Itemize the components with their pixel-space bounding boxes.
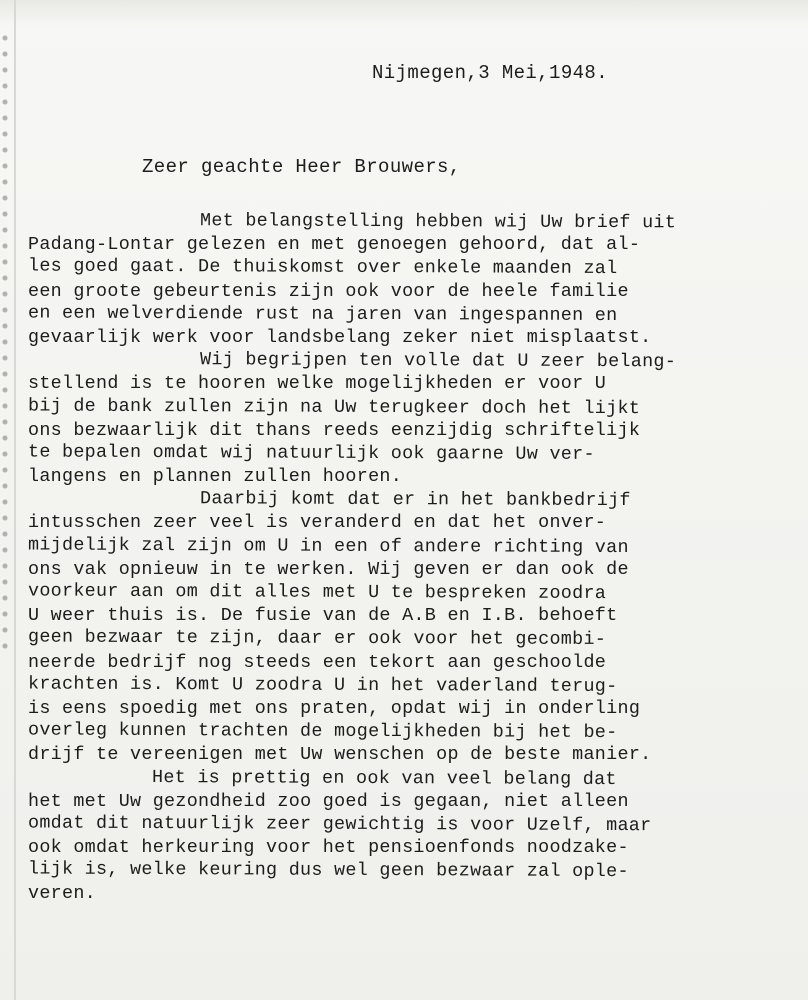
perforated-edge bbox=[0, 30, 14, 650]
letter-line: overleg kunnen trachten de mogelijkheden bij het be- bbox=[27, 719, 618, 744]
letter-line: een groote gebeurtenis zijn ook voor de heele familie bbox=[28, 280, 629, 302]
letter-line: stellend is te hooren welke mogelijkheden er voor U bbox=[28, 373, 607, 395]
letter-line: langens en plannen zullen hooren. bbox=[28, 466, 403, 488]
paper-top-edge bbox=[0, 0, 808, 26]
letter-line: Wij begrijpen ten volle dat U zeer belang- bbox=[199, 349, 677, 373]
letter-line: Het is prettig en ook van veel belang dat bbox=[151, 766, 617, 790]
letter-line: te bepalen omdat wij natuurlijk ook gaarne Uw ver- bbox=[27, 441, 595, 465]
letter-line: ook omdat herkeuring voor het pensioenfonds noodzake- bbox=[28, 837, 629, 859]
letter-line: veren. bbox=[28, 883, 97, 905]
letter-line: neerde bedrijf nog steeds een tekort aan geschoolde bbox=[28, 651, 607, 673]
letter-line: mijdelijk zal zijn om U in een of andere richting van bbox=[27, 534, 629, 558]
letter-line: intusschen zeer veel is veranderd en dat het onver- bbox=[28, 512, 607, 534]
letter-line: Padang-Lontar gelezen en met genoegen gehoord, dat al- bbox=[28, 234, 641, 256]
letter-line: geen bezwaar te zijn, daar er ook voor het gecombi- bbox=[27, 626, 607, 651]
letter-line: drijf te vereenigen met Uw wenschen op de beste manier. bbox=[28, 744, 652, 766]
letter-line: gevaarlijk werk voor landsbelang zeker niet misplaatst. bbox=[28, 326, 652, 348]
letter-line: les goed gaat. De thuiskomst over enkele maanden zal bbox=[27, 255, 618, 280]
letter-line: lijk is, welke keuring dus wel geen bezwaar zal ople- bbox=[27, 858, 629, 883]
letter-line: U weer thuis is. De fusie van de A.B en I.B. behoeft bbox=[28, 605, 618, 627]
paper-left-edge bbox=[14, 0, 16, 1000]
letter-line: ons vak opnieuw in te werken. Wij geven er dan ook de bbox=[28, 558, 629, 580]
letter-salutation: Zeer geachte Heer Brouwers, bbox=[142, 156, 461, 178]
letter-line: omdat dit natuurlijk zeer gewichtig is voor Uzelf, maar bbox=[27, 812, 652, 837]
letter-body bbox=[28, 210, 728, 906]
letter-line: bij de bank zullen zijn na Uw terugkeer doch het lijkt bbox=[27, 394, 641, 419]
letter-line: is eens spoedig met ons praten, opdat wij in onderling bbox=[28, 697, 641, 719]
letter-line: Daarbij komt dat er in het bankbedrijf bbox=[199, 488, 631, 512]
letter-line: voorkeur aan om dit alles met U te bespreken zoodra bbox=[27, 580, 607, 604]
letter-line: Met belangstelling hebben wij Uw brief uit bbox=[199, 210, 677, 234]
letter-date: Nijmegen,3 Mei,1948. bbox=[372, 62, 609, 84]
letter-line: en een welverdiende rust na jaren van ingespannen en bbox=[27, 302, 618, 326]
letter-line: krachten is. Komt U zoodra U in het vaderland terug- bbox=[27, 673, 618, 697]
letter-line: ons bezwaarlijk dit thans reeds eenzijdig schriftelijk bbox=[28, 419, 641, 441]
letter-line: het met Uw gezondheid zoo goed is gegaan, niet alleen bbox=[28, 790, 629, 812]
